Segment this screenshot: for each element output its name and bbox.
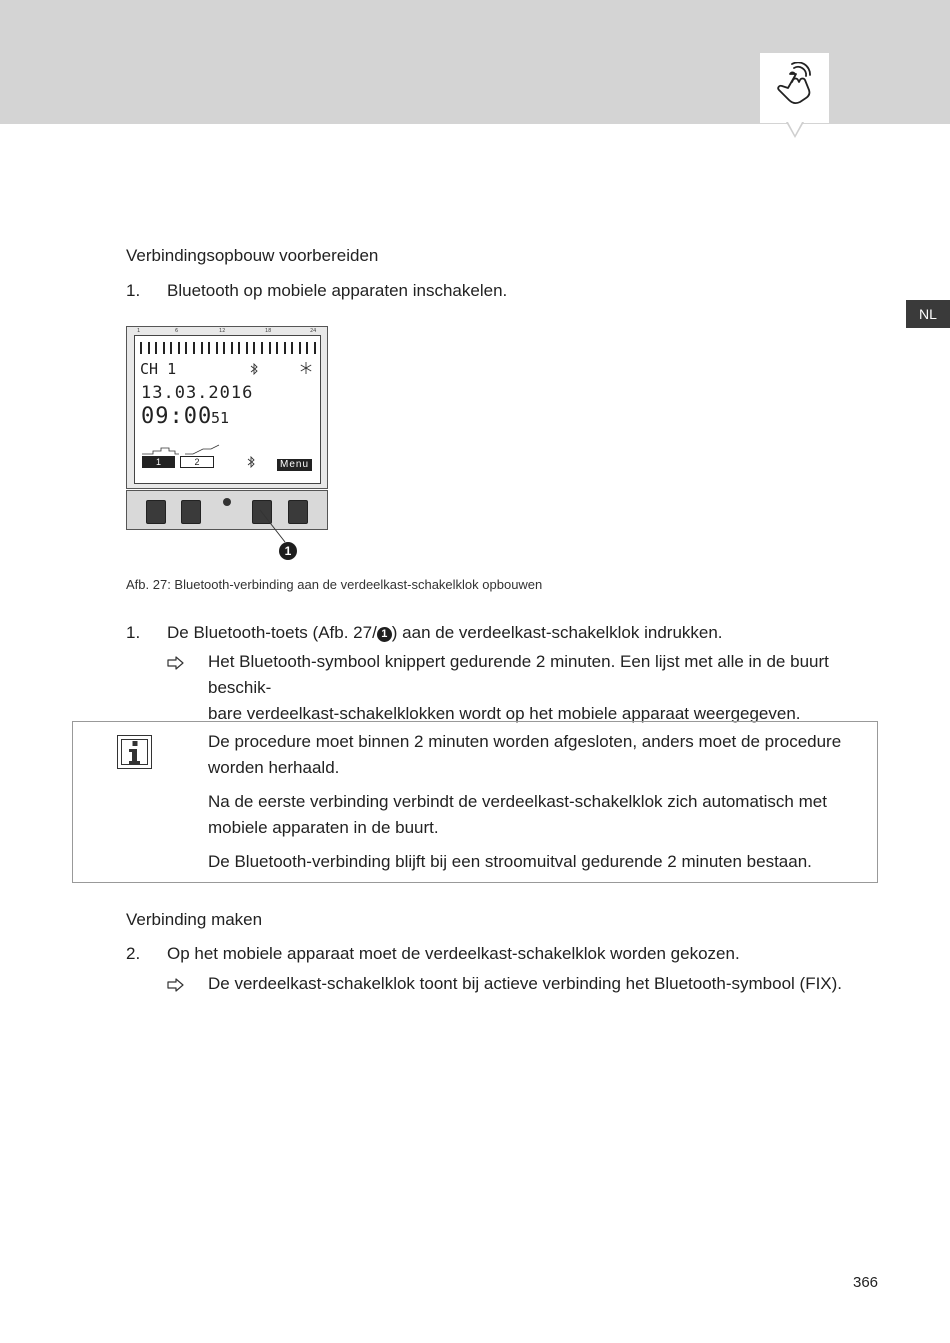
timer-device-figure <box>126 326 328 530</box>
result-arrow-icon <box>167 656 185 670</box>
result-text: Het Bluetooth-symbool knippert gedurende 2 minuten. Een lijst met alle in de buurt beschik- bare verdeelkast-schakelklokken wordt op het mobiele apparaat weergegeven. <box>208 652 829 723</box>
step-number: 1. <box>126 623 141 642</box>
info-paragraph: De Bluetooth-verbinding blijft bij een stroomuitval gedurende 2 minuten bestaan. <box>208 852 812 871</box>
result-text: De verdeelkast-schakelklok toont bij actieve verbinding het Bluetooth-symbool (FIX). <box>208 974 843 993</box>
section-heading-connect: Verbinding maken <box>126 910 263 929</box>
snowflake-icon <box>300 362 312 374</box>
switching-profile-icon <box>141 444 221 456</box>
step-text: Bluetooth op mobiele apparaten inschakelen. <box>167 281 508 300</box>
hour-scale-label: 12 <box>219 328 226 334</box>
program-2-box: 2 <box>180 456 214 468</box>
info-paragraph: De procedure moet binnen 2 minuten worden afgesloten, anders moet de procedure worden herhaald. <box>208 732 842 777</box>
hour-scale-label: 1 <box>137 328 141 334</box>
button-panel <box>126 490 328 530</box>
hour-scale-label: 6 <box>175 328 179 334</box>
hour-scale-label: 24 <box>310 328 317 334</box>
step-text: De Bluetooth-toets (Afb. 27/ 1 ) aan de verdeelkast-schakelklok indrukken. <box>167 623 723 642</box>
lcd-frame <box>126 326 328 489</box>
section-heading-prepare: Verbindingsopbouw voorbereiden <box>126 246 379 265</box>
time-display: 09:00 <box>141 404 213 429</box>
result-arrow-icon <box>167 978 185 992</box>
hour-ticks <box>140 342 316 354</box>
program-1-box: 1 <box>142 456 175 468</box>
step-number: 2. <box>126 944 141 963</box>
step-text: Op het mobiele apparaat moet de verdeelkast-schakelklok worden gekozen. <box>167 944 740 963</box>
hour-scale-label: 18 <box>265 328 272 334</box>
step-number: 1. <box>126 281 141 300</box>
callout-line <box>258 508 288 544</box>
device-button <box>288 500 308 524</box>
status-led <box>223 498 231 506</box>
menu-label: Menu <box>277 459 312 471</box>
language-tab: NL <box>906 300 950 328</box>
channel-label: CH 1 <box>140 360 177 378</box>
bluetooth-icon <box>250 363 258 375</box>
lcd-screen <box>134 335 321 484</box>
figure-caption: Afb. 27: Bluetooth-verbinding aan de verdeelkast-schakelklok opbouwen <box>126 577 543 592</box>
callout-marker: 1 <box>279 542 297 560</box>
seconds-display: 51 <box>211 409 230 427</box>
hand-tap-icon <box>772 62 818 114</box>
date-display: 13.03.2016 <box>141 383 254 403</box>
bluetooth-icon <box>247 456 255 468</box>
device-button <box>146 500 166 524</box>
callout-marker-inline: 1 <box>377 627 392 642</box>
page-number: 366 <box>853 1274 879 1291</box>
info-icon <box>117 735 152 769</box>
device-button <box>181 500 201 524</box>
info-paragraph: Na de eerste verbinding verbindt de verdeelkast-schakelklok zich automatisch met mobiele apparaten in de buurt. <box>208 792 827 837</box>
